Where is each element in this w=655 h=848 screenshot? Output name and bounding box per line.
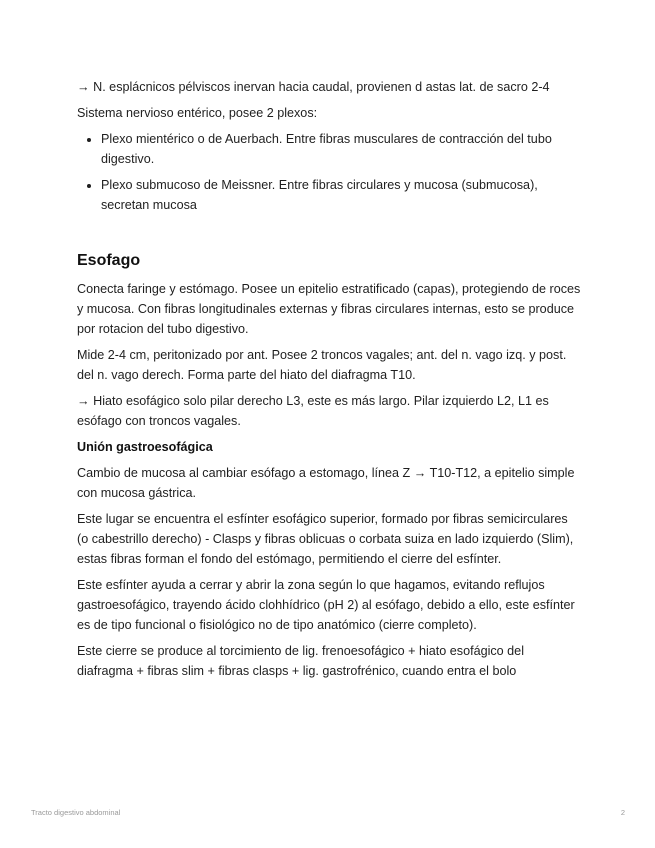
list-item: • Plexo submucoso de Meissner. Entre fibras circulares y mucosa (submucosa), secretan mucosa — [101, 175, 582, 215]
paragraph: Este cierre se produce al torcimiento de lig. frenoesofágico + hiato esofágico del diafragma + fibras slim + fibras clasps + lig. gastrofrénico, cuando entra el bolo — [77, 644, 524, 678]
paragraph: Este lugar se encuentra el esfínter esofágico superior, formado por fibras semicirculares (o cabestrillo derecho) - Clasps y fibras oblicuas o corbata suiza en lado izquierdo (Slim), estas fibras forman el fondo del estómago, permitiendo el cierre del esfínter. — [77, 512, 574, 566]
plexos-list — [77, 129, 582, 215]
page-number: 2 — [620, 808, 625, 817]
subsection-heading-union: Unión gastroesofágica — [77, 440, 213, 454]
paragraph: Mide 2-4 cm, peritonizado por ant. Posee 2 troncos vagales; ant. del n. vago izq. y post. del n. vago derech. Forma parte del hiato del diafragma T10. — [77, 348, 567, 382]
section-heading-esofago: Esofago — [77, 252, 141, 269]
list-item: • Plexo mientérico o de Auerbach. Entre fibras musculares de contracción del tubo digestivo. — [101, 129, 582, 169]
intro-arrow-line: → N. esplácnicos pélviscos inervan hacia caudal, provienen d astas lat. de sacro 2-4 — [77, 80, 550, 94]
paragraph: → Hiato esofágico solo pilar derecho L3, este es más largo. Pilar izquierdo L2, L1 es esófago con troncos vagales. — [77, 394, 549, 428]
paragraph: Cambio de mucosa al cambiar esófago a estomago, línea Z → T10-T12, a epitelio simple con mucosa gástrica. — [77, 466, 575, 500]
footer-title: Tracto digestivo abdominal — [31, 808, 121, 817]
paragraph: Conecta faringe y estómago. Posee un epitelio estratificado (capas), protegiendo de roces y mucosa. Con fibras longitudinales externas y fibras circulares internas, esto se produce por rotacion del tubo digestivo. — [77, 282, 581, 336]
enteric-intro: Sistema nervioso entérico, posee 2 plexos: — [77, 106, 318, 120]
paragraph: Este esfínter ayuda a cerrar y abrir la zona según lo que hagamos, evitando reflujos gastroesofágico, trayendo ácido clohhídrico (pH 2) al esófago, debido a ello, este esfínter es de tipo funcional o fisiológico no de tipo anatómico (cierre completo). — [77, 578, 575, 632]
page-content — [77, 77, 582, 687]
